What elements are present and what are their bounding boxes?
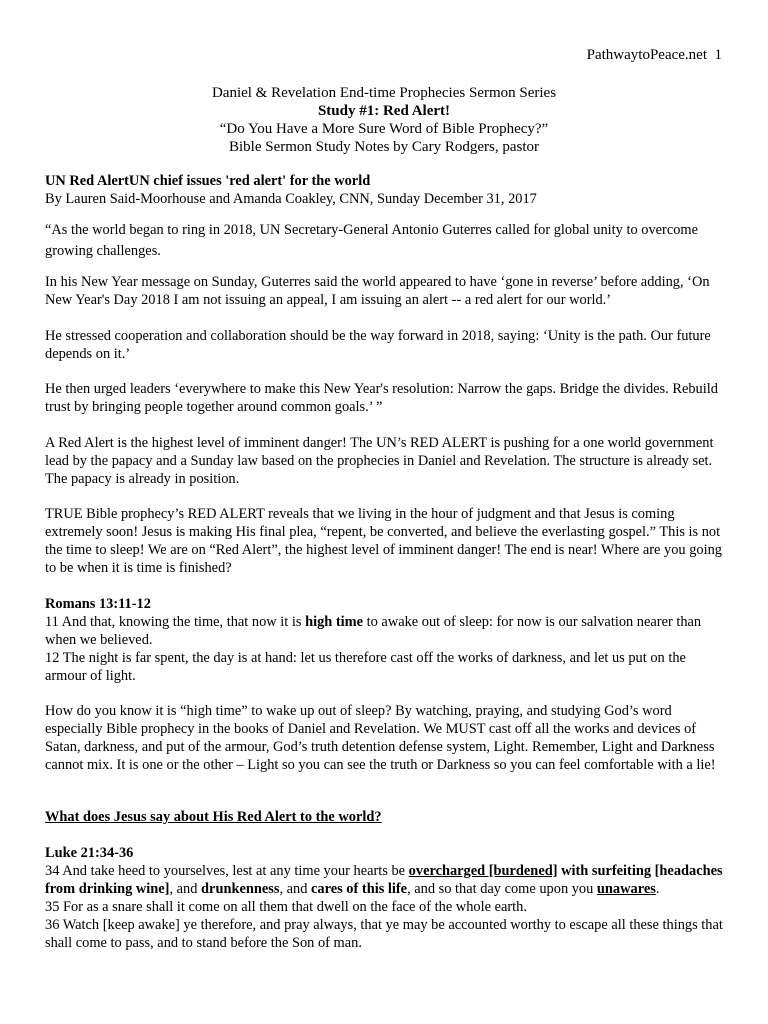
article-paragraph-2: In his New Year message on Sunday, Guterres said the world appeared to have ‘gone in reverse’ before adding, ‘On New Year's Day 2018 I am not issuing an appeal, I am issuing an alert -- a red alert for our world.’ [45,274,710,308]
section-question: What does Jesus say about His Red Alert to the world? [45,809,382,825]
verse-text: to awake out of sleep: for now is our salvation nearer than when we believed. [45,614,702,648]
romans-verse-12: 12 The night is far spent, the day is at hand: let us therefore cast off the works of darkness, and let us put on the armour of light. [45,650,686,684]
verse-text: . [655,881,660,897]
commentary-paragraph-3: How do you know it is “high time” to wake up out of sleep? By watching, praying, and studying God’s word especially Bible prophecy in the books of Daniel and Revelation. We MUST cast off all the works and devices of Satan, darkness, and put of the armour, God’s truth detention defense system, Light. Remember, Light and Darkness cannot mix. It is one or the other – Light so you can see the truth or Darkness so you can feel comfortable with a lie! [45,703,716,773]
verse-emphasis: overcharged [burdened] [408,863,558,879]
commentary-paragraph-2: TRUE Bible prophecy’s RED ALERT reveals that we living in the hour of judgment and that Jesus is coming extremely soon! Jesus is making His final plea, “repent, be converted, and believe the everlasting gospel.” This is not the time to sleep! We are on “Red Alert”, the highest level of imminent danger! The end is near! Where are you going to be when it is time is finished? [45,506,722,576]
series-title: Daniel & Revelation End-time Prophecies Sermon Series [211,85,557,101]
article-header [45,172,725,208]
verse-emphasis: with surfeiting [headaches from drinking wine] [45,863,723,897]
page-header [587,47,722,64]
luke-verse-36: 36 Watch [keep awake] ye therefore, and pray always, that ye may be accounted worthy to escape all these things that shall come to pass, and to stand before the Son of man. [45,917,723,951]
romans-reference: Romans 13:11-12 [45,596,151,612]
article-paragraph-4: He then urged leaders ‘everywhere to make this New Year's resolution: Narrow the gaps. Bridge the divides. Rebuild trust by bringing people together around common goals.’ ” [45,381,718,415]
study-subtitle: “Do You Have a More Sure Word of Bible Prophecy?” [219,121,549,137]
verse-text: 34 And take heed to yourselves, lest at any time your hearts be [45,863,409,879]
verse-text: , and [169,881,202,897]
commentary-paragraph-1: A Red Alert is the highest level of imminent danger! The UN’s RED ALERT is pushing for a one world government lead by the papacy and a Sunday law based on the prophecies in Daniel and Revelation. The structure is already set. The papacy is already in position. [45,435,714,487]
verse-emphasis: cares of this life [311,881,408,897]
verse-text: , and [279,881,312,897]
article-paragraph-3: He stressed cooperation and collaboration should be the way forward in 2018, saying: ‘Unity is the path. Our future depends on it.’ [45,328,711,362]
luke-reference: Luke 21:34-36 [45,845,134,861]
study-title: Study #1: Red Alert! [317,103,451,119]
article-headline: UN Red AlertUN chief issues 'red alert' for the world [45,173,371,189]
romans-verse-11 [45,613,725,649]
luke-passage [45,844,725,952]
verse-emphasis: high time [305,614,364,630]
luke-verse-35: 35 For as a snare shall it come on all them that dwell on the face of the whole earth. [45,899,527,915]
luke-verse-34 [45,862,725,898]
title-block [0,84,768,156]
article-paragraph-1: “As the world began to ring in 2018, UN Secretary-General Antonio Guterres called for global unity to overcome growing challenges. [45,222,698,259]
verse-text: , and so that day come upon you [407,881,597,897]
site-name: PathwaytoPeace.net [586,47,707,63]
page-number: 1 [714,47,722,63]
romans-passage [45,595,725,685]
study-author: Bible Sermon Study Notes by Cary Rodgers, pastor [229,139,539,155]
verse-emphasis: unawares [596,881,656,897]
verse-text: 11 And that, knowing the time, that now it is [45,614,306,630]
article-byline: By Lauren Said-Moorhouse and Amanda Coakley, CNN, Sunday December 31, 2017 [45,191,537,207]
verse-emphasis: drunkenness [201,881,280,897]
